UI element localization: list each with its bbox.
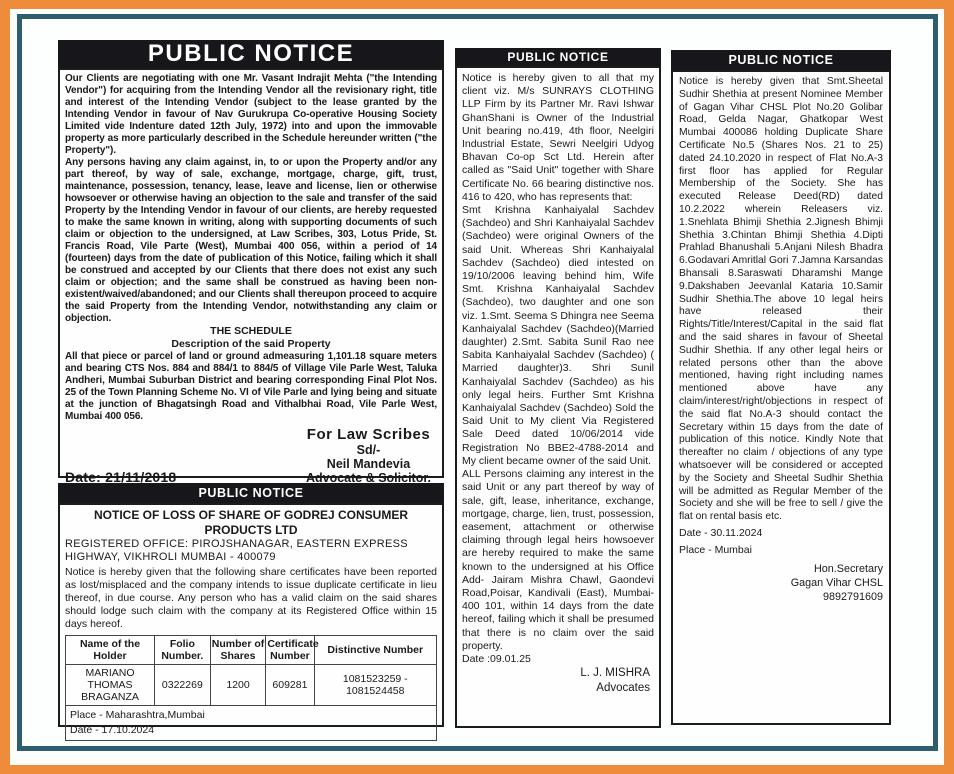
- share-certificate-table: [65, 635, 437, 706]
- cell-certificate: 609281: [266, 665, 314, 706]
- col-header-shares: Number of Shares: [210, 636, 266, 665]
- schedule-description: All that piece or parcel of land or ground admeasuring 1,101.18 square meters and bearing CTS Nos. 884 and 884/1 to 884/5 of Village Vile Parle West, Taluka Andheri, Mumbai Suburban District and bearing corresponding Final Plot Nos. 25 of the Town Planning Scheme No. VI of Vile Parle and lying being and situate at the junction of Bhagatsingh Road and Vithalbhai Road, Vile Parle West, Mumbai 400 056.: [65, 351, 437, 422]
- godrej-place-date-block: [65, 706, 437, 741]
- shethia-sign-society: Gagan Vihar CHSL: [790, 576, 883, 589]
- cell-holder-name: MARIANO THOMAS BRAGANZA: [66, 665, 155, 706]
- cell-folio: 0322269: [155, 665, 211, 706]
- table-row: [66, 665, 437, 706]
- col-header-distinctive: Distinctive Number: [314, 636, 436, 665]
- vendor-paragraph-2: Any persons having any claim against, in, to or upon the Property and/or any part thereof, by way of sale, exchange, mortgage, charge, gift, trust, maintenance, possession, tenancy, lease, leave and license, lien or otherwise howsoever or otherwise having an objection to the sale and transfer of the said Property by the Intending Vendor in favour of our clients, are hereby requested to make the same known in writing, along with supporting documents of such claim or objection to the undersigned, at Law Scribes, 303, Lotus Pride, St. Francis Road, Vile Parte (West), Mumbai 400 056, within a period of 14 (fourteen) days from the date of publication of this Notice, failing which it shall be construed and accepted by our Clients that there does not exist any such claim or objection; and the same shall be construed as having been non-existent/waived/abandoned; and our Clients shall thereupon proceed to acquire the said Property from the Intending Vendor, notwithstanding any claim or objection.: [65, 157, 437, 324]
- shethia-sign-phone: 9892791609: [822, 590, 883, 603]
- table-header-row: [66, 636, 437, 665]
- vendor-date: Date: 21/11/2018: [65, 469, 177, 485]
- sign-name: Neil Mandevia: [326, 457, 411, 471]
- vendor-notice-footer: [65, 426, 437, 485]
- shethia-date: Date - 30.11.2024: [679, 526, 763, 539]
- shethia-sign-secretary: Hon.Secretary: [813, 562, 883, 575]
- column-middle: [455, 48, 661, 728]
- column-right: [671, 50, 891, 725]
- shethia-body-text: Notice is hereby given that Smt.Sheetal Sudhir Shethia at present Nominee Member of Gagan Vihar CHSL Plot No.20 Golibar Road, Gelda Nagar, Ghatkopar West Mumbai 400086 holding Duplicate Share Certificate No.5 (Shares Nos. 21 to 25) dated 24.10.2020 in respect of Flat No.A-3 first floor has applied for Regular Membership of the Society. She has executed Release Deed(RD) dated 10.2.2022 wherein Releasers viz. 1.Snehlata Bhimji Shethia 2.Jignesh Bhimji Shethia 3.Chintan Bhimji Shethia 4.Dipti Prahlad Bhanushali 5.Anjani Nilesh Bhadra 6.Godavari Amritlal Gori 7.Jamna Karsandas Bhansali 8.Saraswati Dharamshi Mange 9.Dakshaben Jeevanlal Kataria 10.Samir Sudhir Shethia.The above 10 legal heirs have released their Rights/Title/Interest/Capital in the said flat and the said shares in favour of Sheetal Sudhir Shethia. If any other legal heirs or related persons other than the above mentioned, having right including names mentioned above have any claim/interest/right/objections in respect of the said flat No.A-3 should contact the Secretary within 15 days from the date of publication of this notice. Kindly Note that thereafter no claim / objections of any type whatsoever will be considered or accepted by the Society and Sheetal Sudhir Shethia will be admitted as Regular Member of the Society and she will be free to sell / give the flat on rental basis etc.: [679, 76, 883, 523]
- sunrays-date: Date :09.01.25: [462, 652, 531, 665]
- sunrays-paragraph-1: Notice is hereby given to all that my client viz. M/s SUNRAYS CLOTHING LLP Firm by its Partner Mr. Ravi Ishwar GhanShani is Owner of the Industrial Unit bearing no.419, 4th floor, Neelgiri Industrial Estate, Sewri Neelgiri Udyog Bhavan Co-op Sct Ltd. Herein after called as "Said Unit" together with Share Certificate No. 66 bearing distinctive nos. 416 to 420, who has represents that:: [462, 72, 654, 203]
- shethia-signature-block: [679, 562, 883, 604]
- vendor-notice-body: [58, 68, 444, 485]
- sunrays-paragraph-2: Smt Krishna Kanhaiyalal Sachdev (Sachdeo) and Shri Kanhaiyalal Sachdev (Sachdeo) were original Owners of the said Unit. Whereas Shri Kanhaiyalal Sachdev (Sachdeo) died intested on 19/10/2006 leaving behind him, Wife Smt. Krishna Kanhaiyalal Sachdev (Sachdeo), two daughter and one son viz. 1.Smt. Seema S Dhingra nee Seema Kanhaiyalal Sachdev (Sachdeo)(Married daughter) 2.Smt. Sabita Sunil Rao nee Sabita Kanhaiyalal Sachdev (Sachdeo) ( Married daughter)3. Shri Sunil Kanhaiyalal Sachdev (Sachdeo) as his only legal heirs. Further Smt Krishna Kanhaiyalal Sachdev (Sachdeo) Sold the Said Unit to My client Via Registered Sale Deed dated 10/06/2014 vide Registration No BBE2-4788-2014 and My client became owner of the said Unit.: [462, 204, 654, 467]
- schedule-title: THE SCHEDULE: [210, 325, 292, 337]
- schedule-subtitle: Description of the said Property: [171, 338, 331, 350]
- sign-for-law-scribes: For Law Scribes: [306, 426, 431, 443]
- col-header-holder-name: Name of the Holder: [66, 636, 155, 665]
- godrej-registered-office: REGISTERED OFFICE: PIROJSHANAGAR, EASTERN EXPRESS HIGHWAY, VIKHROLI MUMBAI - 400079: [65, 538, 408, 563]
- godrej-date: Date - 17.10.2024: [70, 724, 155, 736]
- sunrays-paragraph-3: ALL Persons claiming any interest in the said Unit or any part thereof by way of sale, gift, lease, inheritance, exchange, mortgage, charge, lien, trust, possession, easement, attachment or otherwise claiming through legal heirs howsoever are hereby required to make the same known to the undersigned at his Office Add- Jairam Mishra Chawl, Gaondevi Road,Poisar, Kandivali (East), Mumbai- 400 101, within 14 days from the date hereof, failing which it shall be presumed that there is no claim over the said property.: [462, 468, 655, 652]
- column-left: [58, 40, 444, 736]
- sunrays-sign-name: L. J. MISHRA: [580, 667, 650, 680]
- sunrays-notice-header: PUBLIC NOTICE: [455, 48, 661, 66]
- godrej-notice-header: PUBLIC NOTICE: [58, 483, 444, 503]
- godrej-title: NOTICE OF LOSS OF SHARE OF GODREJ CONSUMER PRODUCTS LTD: [93, 508, 409, 537]
- godrej-notice-body: [58, 503, 444, 736]
- shethia-notice-header: PUBLIC NOTICE: [671, 50, 891, 70]
- shethia-notice-body: [671, 70, 891, 725]
- vendor-signature-block: [306, 426, 431, 485]
- vendor-notice-header: PUBLIC NOTICE: [58, 40, 444, 68]
- sunrays-notice-body: [455, 66, 661, 728]
- sunrays-signature-block: [462, 666, 654, 696]
- godrej-place: Place - Maharashtra,Mumbai: [70, 709, 205, 721]
- cell-distinctive: 1081523259 - 1081524458: [314, 665, 436, 706]
- col-header-folio: Folio Number.: [155, 636, 211, 665]
- sunrays-sign-role: Advocates: [596, 682, 650, 695]
- cell-shares: 1200: [210, 665, 266, 706]
- sign-role: Advocate & Solicitor.: [305, 471, 431, 485]
- sign-sd: Sd/-: [356, 443, 381, 457]
- col-header-certificate: Certificate Number: [266, 636, 314, 665]
- vendor-paragraph-1: Our Clients are negotiating with one Mr. Vasant Indrajit Mehta ("the Intending Vendor") for acquiring from the Intending Vendor all the revisionary right, title and interest of the Intending Vendor (subject to the lease granted by the Intending Vendor in favour of Nav Gurukrupa Co-operative Housing Society Limited vide Indenture dated 12th July, 1972) into and upon the immovable property as more particularly described in the Schedule hereunder written ("the Property").: [65, 73, 437, 156]
- godrej-body-text: Notice is hereby given that the following share certificates have been reported as lost/misplaced and the company intends to issue duplicate certificate in lieu thereof, in due course. Any person who has a valid claim on the said shares should lodge such claim with the company at its Registered Office within 15 days hereof.: [65, 566, 437, 630]
- shethia-place: Place - Mumbai: [679, 543, 752, 556]
